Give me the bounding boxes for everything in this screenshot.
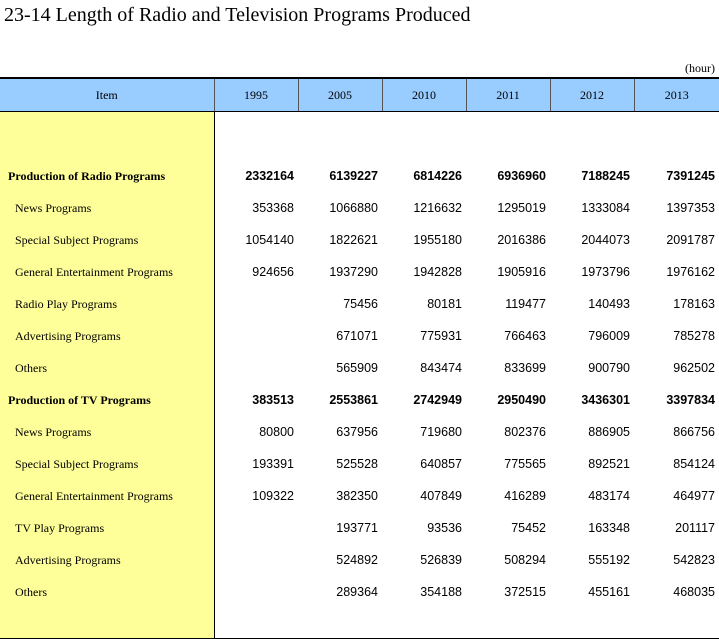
cell-value: 7391245 xyxy=(666,169,715,183)
cell-value: 372515 xyxy=(504,585,546,599)
cell-value: 1942828 xyxy=(413,265,462,279)
cell-value: 2332164 xyxy=(245,169,294,183)
cell-value: 109322 xyxy=(252,489,294,503)
cell-value: 962502 xyxy=(673,361,715,375)
table-row xyxy=(0,448,719,480)
header-item: Item xyxy=(0,78,214,112)
cell-value: 193391 xyxy=(252,457,294,471)
cell-value: 382350 xyxy=(336,489,378,503)
cell-value: 6936960 xyxy=(497,169,546,183)
cell-value: 178163 xyxy=(673,297,715,311)
row-label: General Entertainment Programs xyxy=(0,256,214,288)
cell-value: 3436301 xyxy=(581,393,630,407)
table-row xyxy=(0,512,719,544)
cell-value: 843474 xyxy=(420,361,462,375)
cell-value: 854124 xyxy=(673,457,715,471)
cell-value: 524892 xyxy=(336,553,378,567)
table-row xyxy=(0,320,719,352)
cell-value: 2553861 xyxy=(329,393,378,407)
cell-value: 354188 xyxy=(420,585,462,599)
table-row xyxy=(0,544,719,576)
cell-value: 719680 xyxy=(420,425,462,439)
table-row xyxy=(0,576,719,608)
cell-value: 1333084 xyxy=(581,201,630,215)
cell-value: 163348 xyxy=(588,521,630,535)
table-row xyxy=(0,416,719,448)
cell-value: 2091787 xyxy=(666,233,715,247)
table-row xyxy=(0,480,719,512)
cell-value: 6814226 xyxy=(413,169,462,183)
cell-value: 508294 xyxy=(504,553,546,567)
cell-value: 7188245 xyxy=(581,169,630,183)
cell-value: 924656 xyxy=(252,265,294,279)
cell-value: 802376 xyxy=(504,425,546,439)
row-label: Others xyxy=(0,352,214,384)
row-label: Advertising Programs xyxy=(0,544,214,576)
cell-value: 353368 xyxy=(252,201,294,215)
cell-value: 1973796 xyxy=(581,265,630,279)
cell-value: 2742949 xyxy=(413,393,462,407)
cell-value: 892521 xyxy=(588,457,630,471)
header-year: 2011 xyxy=(466,78,550,112)
cell-value: 75452 xyxy=(511,521,546,535)
cell-value: 483174 xyxy=(588,489,630,503)
unit-label: (hour) xyxy=(685,61,715,75)
cell-value: 766463 xyxy=(504,329,546,343)
cell-value xyxy=(214,352,298,384)
row-label: Radio Play Programs xyxy=(0,288,214,320)
table-row xyxy=(0,288,719,320)
cell-value: 455161 xyxy=(588,585,630,599)
cell-value: 468035 xyxy=(673,585,715,599)
cell-value: 555192 xyxy=(588,553,630,567)
cell-value: 565909 xyxy=(336,361,378,375)
cell-value: 775565 xyxy=(504,457,546,471)
cell-value: 1066880 xyxy=(329,201,378,215)
cell-value: 93536 xyxy=(427,521,462,535)
cell-value: 6139227 xyxy=(329,169,378,183)
spacer-row xyxy=(0,608,719,639)
cell-value: 1216632 xyxy=(413,201,462,215)
header-year: 2013 xyxy=(634,78,719,112)
cell-value: 525528 xyxy=(336,457,378,471)
row-label: Special Subject Programs xyxy=(0,448,214,480)
header-year: 2005 xyxy=(298,78,382,112)
cell-value: 671071 xyxy=(336,329,378,343)
cell-value xyxy=(214,288,298,320)
spacer-row xyxy=(0,112,719,161)
cell-value: 289364 xyxy=(336,585,378,599)
table-row xyxy=(0,352,719,384)
cell-value: 1295019 xyxy=(497,201,546,215)
row-label: Others xyxy=(0,576,214,608)
table-section-row xyxy=(0,160,719,192)
cell-value: 75456 xyxy=(343,297,378,311)
cell-value: 886905 xyxy=(588,425,630,439)
row-label: News Programs xyxy=(0,416,214,448)
row-label: General Entertainment Programs xyxy=(0,480,214,512)
cell-value: 383513 xyxy=(252,393,294,407)
cell-value: 833699 xyxy=(504,361,546,375)
cell-value xyxy=(214,512,298,544)
cell-value: 775931 xyxy=(420,329,462,343)
cell-value: 1054140 xyxy=(245,233,294,247)
row-label: Advertising Programs xyxy=(0,320,214,352)
cell-value: 785278 xyxy=(673,329,715,343)
cell-value: 119477 xyxy=(505,297,546,311)
cell-value xyxy=(214,544,298,576)
cell-value: 637956 xyxy=(336,425,378,439)
cell-value: 900790 xyxy=(588,361,630,375)
cell-value: 542823 xyxy=(673,553,715,567)
cell-value: 2950490 xyxy=(497,393,546,407)
cell-value: 866756 xyxy=(673,425,715,439)
cell-value: 526839 xyxy=(420,553,462,567)
cell-value: 193771 xyxy=(336,521,378,535)
table-section-row xyxy=(0,384,719,416)
data-table xyxy=(0,77,719,639)
cell-value: 640857 xyxy=(420,457,462,471)
cell-value: 201117 xyxy=(675,521,715,535)
cell-value: 3397834 xyxy=(666,393,715,407)
row-label: Production of Radio Programs xyxy=(0,160,214,192)
cell-value: 1397353 xyxy=(666,201,715,215)
cell-value: 140493 xyxy=(588,297,630,311)
cell-value: 464977 xyxy=(673,489,715,503)
header-year: 1995 xyxy=(214,78,298,112)
page-title: 23-14 Length of Radio and Television Programs Produced xyxy=(4,4,471,26)
cell-value: 416289 xyxy=(504,489,546,503)
cell-value: 1976162 xyxy=(666,265,715,279)
cell-value: 1905916 xyxy=(497,265,546,279)
header-year: 2010 xyxy=(382,78,466,112)
cell-value: 1822621 xyxy=(329,233,378,247)
cell-value: 407849 xyxy=(420,489,462,503)
cell-value: 2044073 xyxy=(581,233,630,247)
header-year: 2012 xyxy=(550,78,634,112)
cell-value: 1937290 xyxy=(329,265,378,279)
row-label: News Programs xyxy=(0,192,214,224)
row-label: Special Subject Programs xyxy=(0,224,214,256)
cell-value: 796009 xyxy=(588,329,630,343)
table-row xyxy=(0,192,719,224)
table-row xyxy=(0,224,719,256)
cell-value: 80181 xyxy=(427,297,462,311)
cell-value xyxy=(214,576,298,608)
cell-value: 2016386 xyxy=(497,233,546,247)
header-row xyxy=(0,78,719,112)
table-row xyxy=(0,256,719,288)
row-label: TV Play Programs xyxy=(0,512,214,544)
cell-value: 80800 xyxy=(259,425,294,439)
row-label: Production of TV Programs xyxy=(0,384,214,416)
cell-value: 1955180 xyxy=(413,233,462,247)
cell-value xyxy=(214,320,298,352)
